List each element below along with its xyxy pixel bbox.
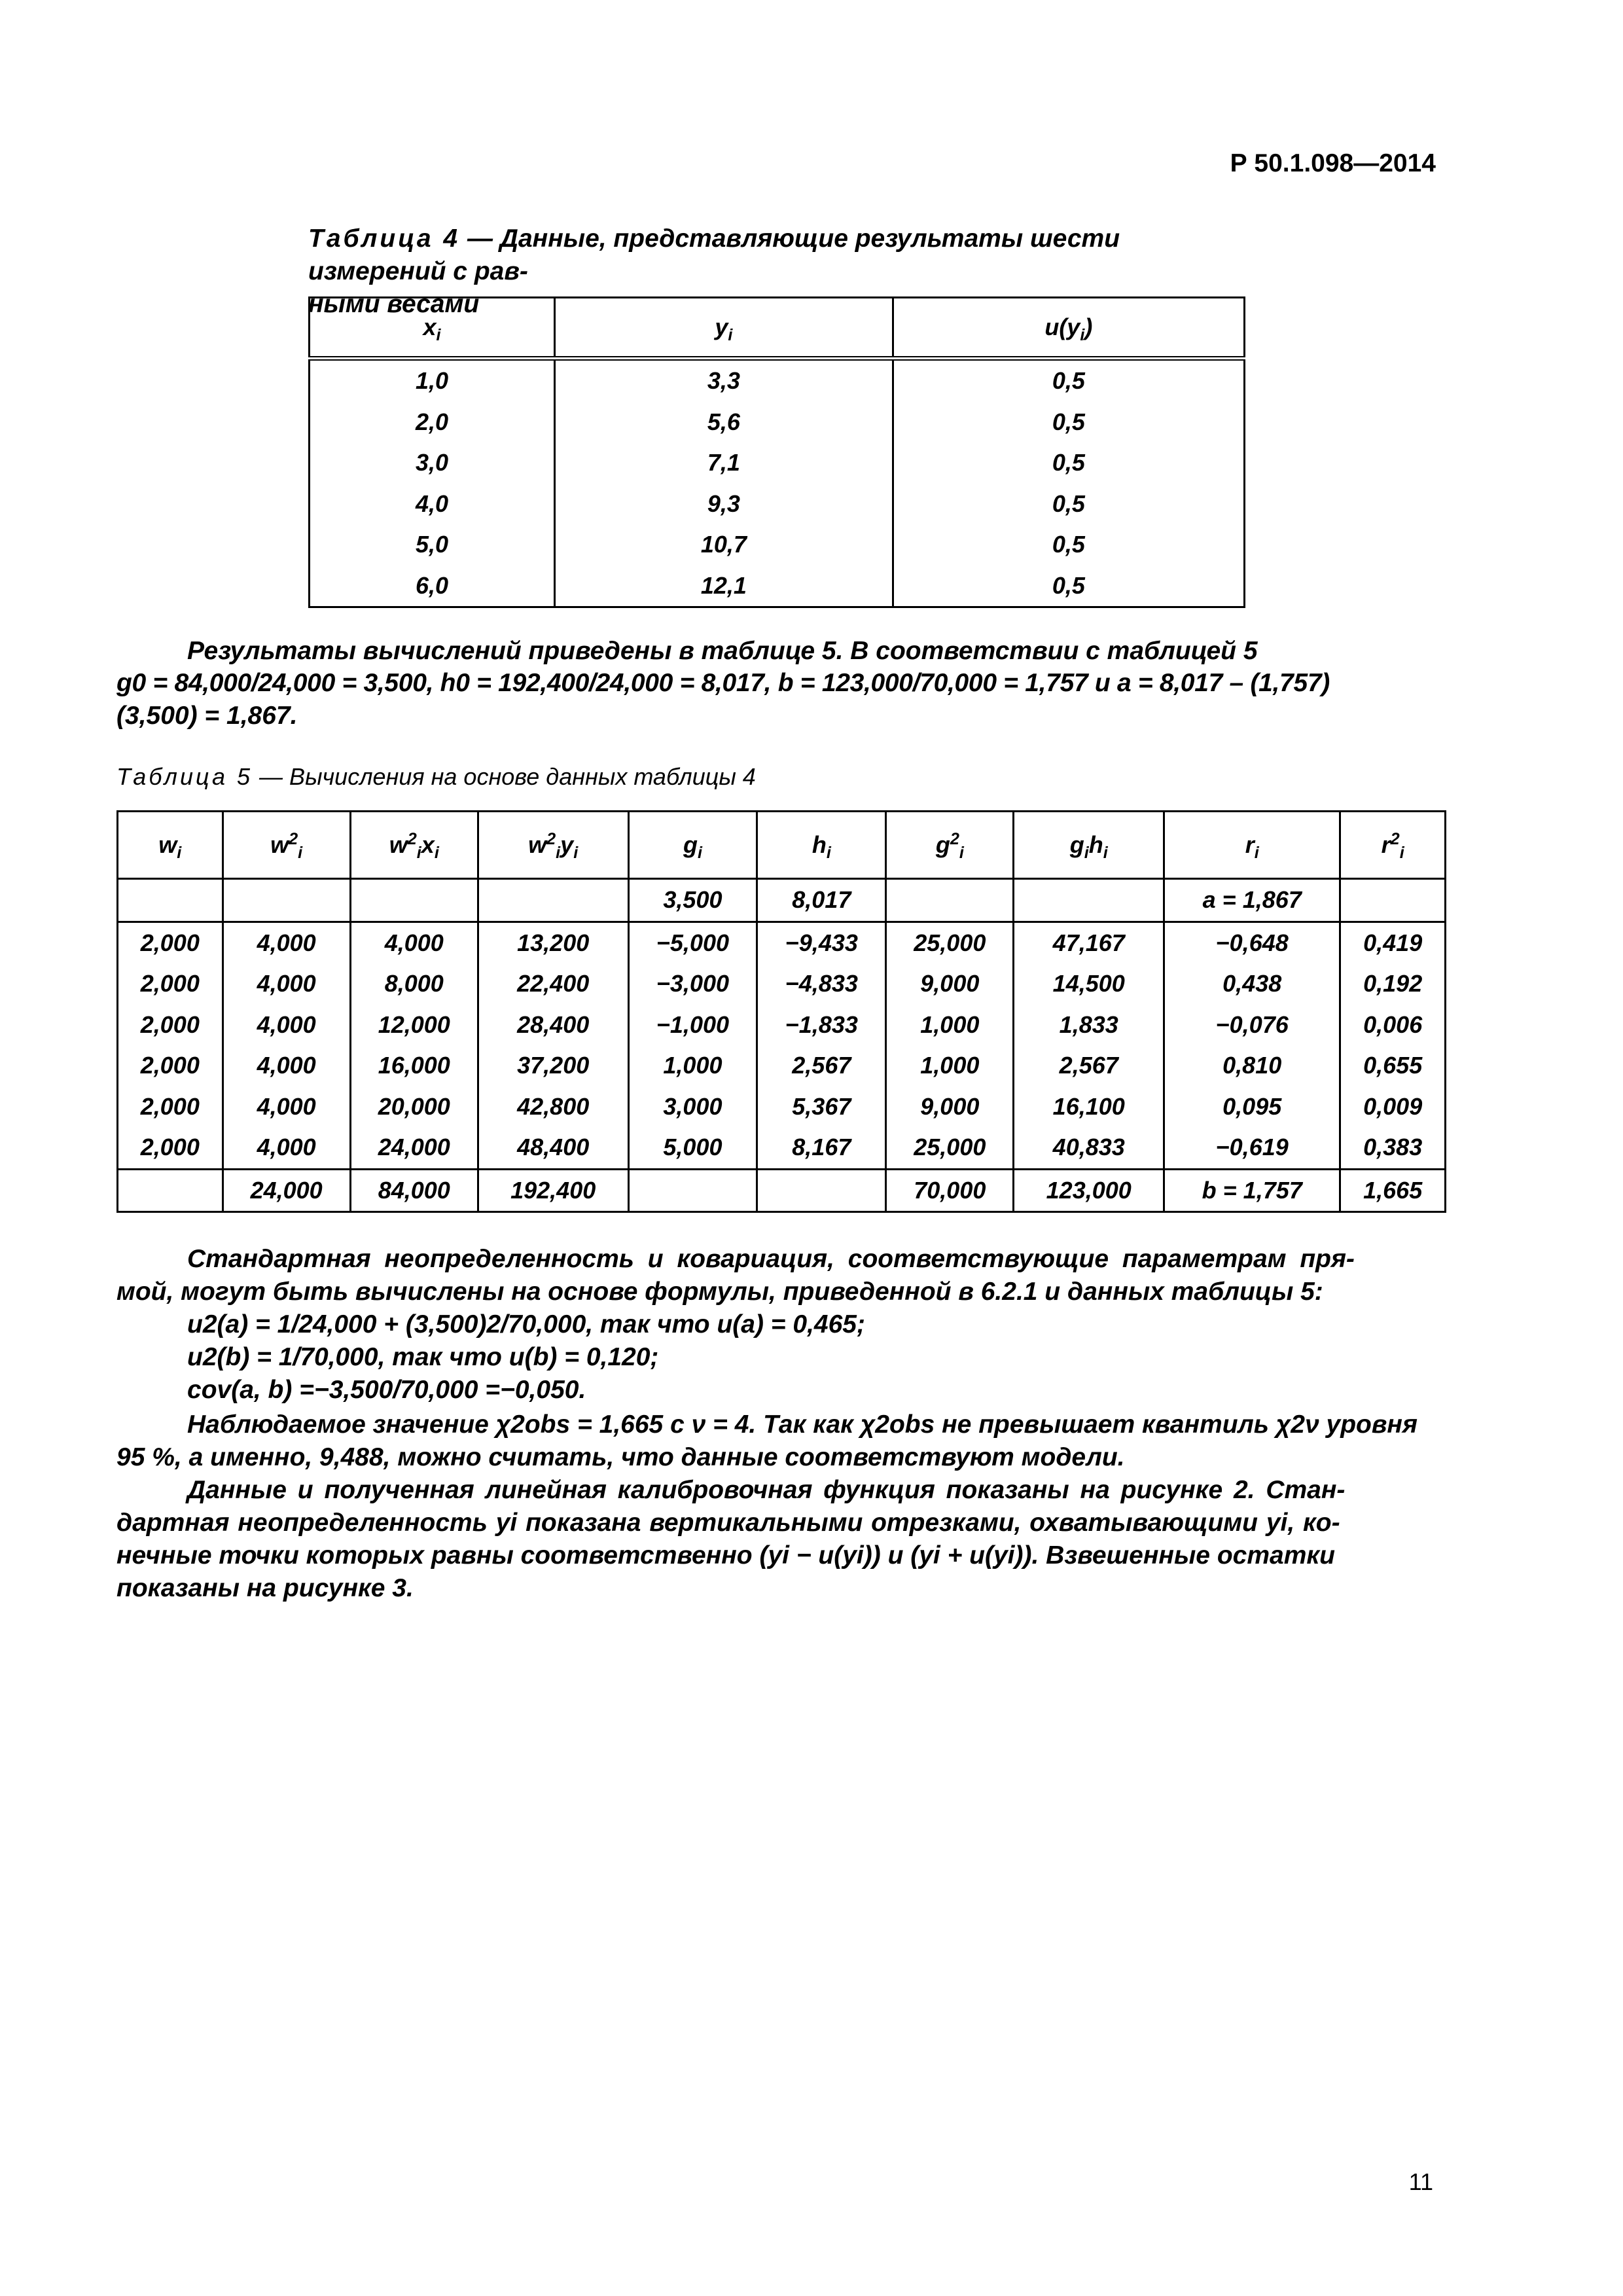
table-row: 4,0 9,3 0,5 <box>310 484 1245 525</box>
para2-line2: мой, могут быть вычислены на основе формулы, приведенной в 6.2.1 и данных таблицы 5: <box>116 1278 1323 1306</box>
para1-line1: Результаты вычислений приведены в таблице 5. В соответствии с таблицей 5 <box>187 637 1258 665</box>
col-header-y: $y_i$ <box>555 298 893 359</box>
para1-line3: (3,500) = 1,867. <box>116 702 298 730</box>
results-paragraph <box>116 635 1446 668</box>
col-header-h: $h_i$ <box>757 812 886 879</box>
document-code: Р 50.1.098—2014 <box>1230 149 1436 177</box>
table-row: 2,0 5,6 0,5 <box>310 402 1245 443</box>
col-header-r2: $r^2_i$ <box>1340 812 1446 879</box>
para3-line4: показаны на рисунке 3. <box>116 1574 414 1602</box>
page-number: 11 <box>1408 2168 1433 2195</box>
table5-caption-label: Таблица 5 <box>116 763 253 790</box>
col-header-w: $w_i$ <box>118 812 223 879</box>
table-5 <box>116 810 1446 1213</box>
col-header-g2: $g^2_i$ <box>886 812 1014 879</box>
para2-line1: Стандартная неопределенность и ковариация, соответствующие параметрам пря- <box>187 1245 1355 1273</box>
col-header-g: $g_i$ <box>628 812 757 879</box>
table-row: 6,0 12,1 0,5 <box>310 565 1245 607</box>
table5-caption <box>116 761 756 793</box>
para3-line2: дартная неопределенность yi показана вертикальными отрезками, охватывающими yi, ко- <box>116 1509 1340 1537</box>
table-row: 2,000 4,000 24,000 48,400 5,000 8,167 25,000 40,833 −0,619 0,383 <box>118 1127 1446 1169</box>
observed-chi2-line: Наблюдаемое значение χ2obs = 1,665 с ν = 4. Так как χ2obs не превышает квантиль χ2ν уровня <box>187 1410 1418 1439</box>
col-header-w2: $w^2_i$ <box>223 812 350 879</box>
sum-row: 24,000 84,000 192,400 70,000 123,000 b = 1,757 1,665 <box>118 1169 1446 1212</box>
table4-caption-text-2: ными весами <box>308 290 480 318</box>
col-header-gh: $g_ih_i$ <box>1014 812 1164 879</box>
col-header-w2x: $w^2_ix_i$ <box>350 812 478 879</box>
table-row: 3,0 7,1 0,5 <box>310 442 1245 484</box>
col-header-x: $x_i$ <box>310 298 555 359</box>
table-row: 1,0 3,3 0,5 <box>310 359 1245 402</box>
table4-caption-text: — Данные, представляющие результаты шести измерений с рав- <box>308 224 1120 285</box>
observed-chi2-line2: 95 %, а именно, 9,488, можно считать, что данные соответствуют модели. <box>116 1443 1125 1471</box>
para3-line3: нечные точки которых равны соответственно (yi − u(yi)) и (yi + u(yi)). Взвешенные остатки <box>116 1541 1335 1570</box>
formula-u2a: u2(a) = 1/24,000 + (3,500)2/70,000, так что u(a) = 0,465; <box>187 1310 865 1338</box>
col-header-w2y: $w^2_iy_i$ <box>478 812 628 879</box>
para3-line1: Данные и полученная линейная калибровочная функция показаны на рисунке 2. Стан- <box>187 1476 1346 1504</box>
col-header-r: $r_i$ <box>1164 812 1340 879</box>
table-row: 5,0 10,7 0,5 <box>310 524 1245 565</box>
table-4 <box>308 296 1245 608</box>
para1-line2: g0 = 84,000/24,000 = 3,500, h0 = 192,400/24,000 = 8,017, b = 123,000/70,000 = 1,757 и a = 8,017 – (1,757) <box>116 669 1330 697</box>
col-header-u: $u(y_i)$ <box>893 298 1244 359</box>
table-row: 2,000 4,000 8,000 22,400 −3,000 −4,833 9,000 14,500 0,438 0,192 <box>118 963 1446 1005</box>
formula-cov: cov(a, b) =−3,500/70,000 =−0,050. <box>187 1376 586 1404</box>
table-row: 2,000 4,000 20,000 42,800 3,000 5,367 9,000 16,100 0,095 0,009 <box>118 1086 1446 1128</box>
table-row: 2,000 4,000 12,000 28,400 −1,000 −1,833 1,000 1,833 −0,076 0,006 <box>118 1005 1446 1046</box>
reference-row: 3,500 8,017 a = 1,867 <box>118 879 1446 922</box>
table5-caption-text: — Вычисления на основе данных таблицы 4 <box>253 763 756 790</box>
table4-caption-label: Таблица 4 <box>308 224 461 253</box>
table-row: 2,000 4,000 16,000 37,200 1,000 2,567 1,000 2,567 0,810 0,655 <box>118 1045 1446 1086</box>
formula-u2b: u2(b) = 1/70,000, так что u(b) = 0,120; <box>187 1343 659 1371</box>
table-row: 2,000 4,000 4,000 13,200 −5,000 −9,433 25,000 47,167 −0,648 0,419 <box>118 922 1446 963</box>
